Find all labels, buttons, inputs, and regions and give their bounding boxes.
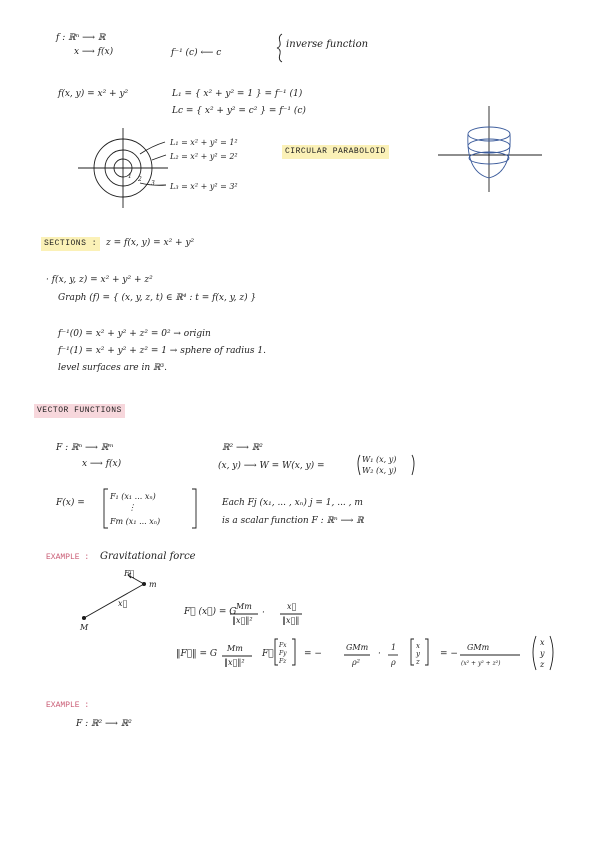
rho-den: ρ [391, 658, 396, 667]
paren-xyz-left [533, 636, 536, 670]
component-fx: Fx [279, 642, 287, 649]
position-vector-label: x⃗ [118, 599, 128, 608]
fm-component: Fm (x₁ ... xₙ) [110, 517, 161, 526]
function-definition: f : ℝⁿ ⟶ ℝ [56, 33, 106, 43]
w2-component: W₂ (x, y) [362, 466, 397, 475]
level-set-c: Lc = { x² + y² = c² } = f⁻¹ (c) [172, 106, 306, 116]
level-curves-diagram [78, 128, 168, 208]
circle-label-2: L₂ = x² + y² = 2² [170, 152, 238, 161]
sum-squares-den: (x² + y² + z²) [461, 660, 501, 667]
inverse-function-note: inverse function [286, 39, 369, 50]
level-surface-sphere: f⁻¹(1) = x² + y² + z² = 1 → sphere of radius 1. [58, 346, 266, 356]
force-arrow [128, 575, 144, 584]
w-bracket-left [358, 455, 360, 475]
radius-mark-1: 1 [128, 173, 132, 180]
w-definition: (x, y) ⟶ W = W(x, y) = [218, 461, 325, 471]
gravitation-diagram [82, 573, 145, 620]
mass-M-label: M [80, 623, 89, 632]
radius-mark-2: 2 [138, 176, 142, 183]
equals-minus-2: = − [440, 649, 458, 659]
r2-to-r2-function: F : ℝ² ⟶ ℝ² [76, 719, 132, 729]
function-mapping: x ⟶ f(x) [74, 47, 114, 57]
graph-definition: Graph (f) = { (x, y, z, t) ∈ ℝ⁴ : t = f(x, y, z) } [58, 293, 257, 303]
r2-mapping: ℝ² ⟶ ℝ² [222, 443, 263, 453]
vector-z-2: z [540, 660, 545, 669]
one-num: 1 [391, 643, 397, 652]
vector-x-2: x [540, 638, 545, 647]
component-fz: Fz [279, 658, 287, 665]
force-eq-lhs: F⃗ (x⃗) = G [184, 607, 237, 617]
paren-xyz-right [550, 636, 553, 670]
label-arrow-2 [152, 155, 166, 160]
vertical-dots: ⋮ [128, 503, 136, 512]
preimage-notation: f⁻¹ (c) ⟵ c [171, 48, 222, 58]
matrix-bracket-right [192, 489, 196, 528]
force-norm-lhs: ‖F⃗‖ = G [176, 649, 218, 659]
force-eq-den: ‖x⃗‖² [232, 616, 253, 625]
equals-minus-1: = − [304, 649, 322, 659]
label-arrow-3 [140, 183, 166, 185]
example-label-1: EXAMPLE : [46, 553, 90, 562]
vector-functions-heading: VECTOR FUNCTIONS [34, 404, 125, 418]
gmm-num-2: GMm [467, 643, 490, 652]
bracket-xyz-right [425, 639, 428, 665]
fx-label: F(x) = [56, 498, 85, 508]
sections-heading: SECTIONS : [41, 237, 100, 251]
gravitational-force-title: Gravitational force [100, 551, 196, 562]
vector-y-1: y [416, 650, 420, 658]
level-surfaces-note: level surfaces are in ℝ³. [58, 363, 167, 373]
force-norm-num: Mm [227, 644, 243, 653]
force-eq-dot: · [262, 608, 265, 618]
vector-y-2: y [540, 649, 545, 658]
mass-m-label: m [149, 580, 157, 589]
circular-paraboloid-heading: CIRCULAR PARABOLOID [282, 145, 389, 159]
vector-z-1: z [416, 658, 420, 666]
paraboloid-icon [438, 106, 542, 192]
f1-component: F₁ (x₁ ... xₙ) [110, 492, 156, 501]
three-var-function: · f(x, y, z) = x² + y² + z² [46, 275, 153, 285]
vector-function-mapping: x ⟶ f(x) [82, 459, 122, 469]
level-surface-origin: f⁻¹(0) = x² + y² + z² = 0² → origin [58, 329, 211, 339]
bracket-xyz-left [411, 639, 414, 665]
scalar-function-note: is a scalar function F : ℝⁿ ⟶ ℝ [222, 516, 364, 526]
example-label-2: EXAMPLE : [46, 701, 90, 710]
matrix-bracket-left [104, 489, 108, 528]
gmm-num-1: GMm [346, 643, 369, 652]
each-component-note: Each Fj (x₁, ... , xₙ) j = 1, ... , m [222, 498, 363, 508]
w1-component: W₁ (x, y) [362, 455, 397, 464]
rho-squared: ρ² [352, 658, 360, 667]
force-eq-xden: ‖x⃗‖ [282, 616, 300, 625]
position-vector-arrow [84, 584, 144, 618]
bracket-fxyz-right [292, 639, 295, 665]
vector-x-1: x [416, 642, 420, 650]
force-norm-den: ‖x⃗‖² [224, 658, 245, 667]
dot-operator: · [378, 649, 381, 659]
brace-icon [277, 34, 282, 62]
force-vector-label: F⃗ [124, 569, 135, 578]
bracket-fxyz-left [275, 639, 278, 665]
circle-label-3: L₃ = x² + y² = 3² [170, 182, 238, 191]
level-set-1: L₁ = { x² + y² = 1 } = f⁻¹ (1) [172, 89, 303, 99]
w-bracket-right [412, 455, 414, 475]
component-fy: Fy [279, 650, 287, 657]
radius-mark-3: 3 [151, 180, 155, 187]
vector-function-definition: F : ℝⁿ ⟶ ℝᵐ [56, 443, 114, 453]
force-eq-xnum: x⃗ [287, 602, 297, 611]
force-components-label: F⃗ [262, 649, 274, 659]
circle-label-1: L₁ = x² + y² = 1² [170, 138, 238, 147]
force-eq-num: Mm [236, 602, 252, 611]
sections-formula: z = f(x, y) = x² + y² [106, 238, 195, 248]
function-formula: f(x, y) = x² + y² [58, 89, 129, 99]
